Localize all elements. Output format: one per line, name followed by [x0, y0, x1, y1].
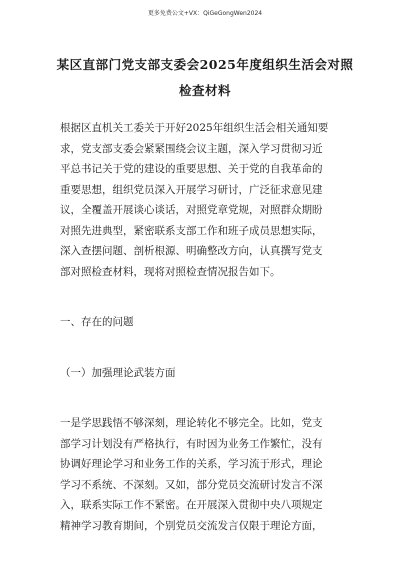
point-line: 一是学思践悟不够深刻，理论转化不够完全。比如，党支: [60, 417, 323, 429]
intro-line: 议，全覆盖开展谈心谈话，对照党章党规，对照群众期盼: [60, 204, 323, 216]
intro-line: 部对照检查材料，现将对照检查情况报告如下。: [60, 265, 281, 278]
document-body: [60, 118, 352, 536]
document-title: [40, 52, 370, 104]
point-line: 协调好理论学习和业务工作的关系，学习流于形式，理论: [60, 458, 323, 470]
point-line: 部学习计划没有严格执行，有时因为业务工作繁忙，没有: [60, 437, 323, 450]
intro-line: 重要思想，组织党员深入开展学习研讨，广泛征求意见建: [60, 183, 323, 196]
intro-line: 求，党支部支委会紧紧围绕会议主题，深入学习贯彻习近: [60, 142, 323, 155]
title-line: 某区直部门党支部支委会2025年度组织生活会对照: [56, 57, 354, 72]
intro-line: 深入查摆问题、剖析根源、明确整改方向，认真撰写党支: [60, 245, 323, 257]
header-note: 更多免费公文+VX：QiGeGongWen2024: [147, 10, 263, 17]
intro-line: 平总书记关于党的建设的重要思想、关于党的自我革命的: [60, 163, 323, 175]
point-paragraph: [60, 413, 352, 536]
title-line: 检查材料: [178, 83, 231, 98]
intro-line: 根据区直机关工委关于开好2025年组织生活会相关通知要: [60, 122, 329, 134]
intro-line: 对照先进典型，紧密联系支部工作和班子成员思想实际，: [60, 224, 323, 237]
point-line: 精神学习教育期间，个别党员交流发言仅限于理论方面，: [60, 519, 323, 532]
point-line: 入，联系实际工作不紧密。在开展深入贯彻中央八项规定: [60, 499, 323, 511]
section-heading: 一、存在的问题: [60, 316, 134, 328]
intro-paragraph: [60, 118, 352, 282]
point-line: 学习不系统、不深刻。又如，部分党员交流研讨发言不深: [60, 478, 323, 491]
subsection-heading: （一）加强理论武装方面: [60, 366, 176, 379]
